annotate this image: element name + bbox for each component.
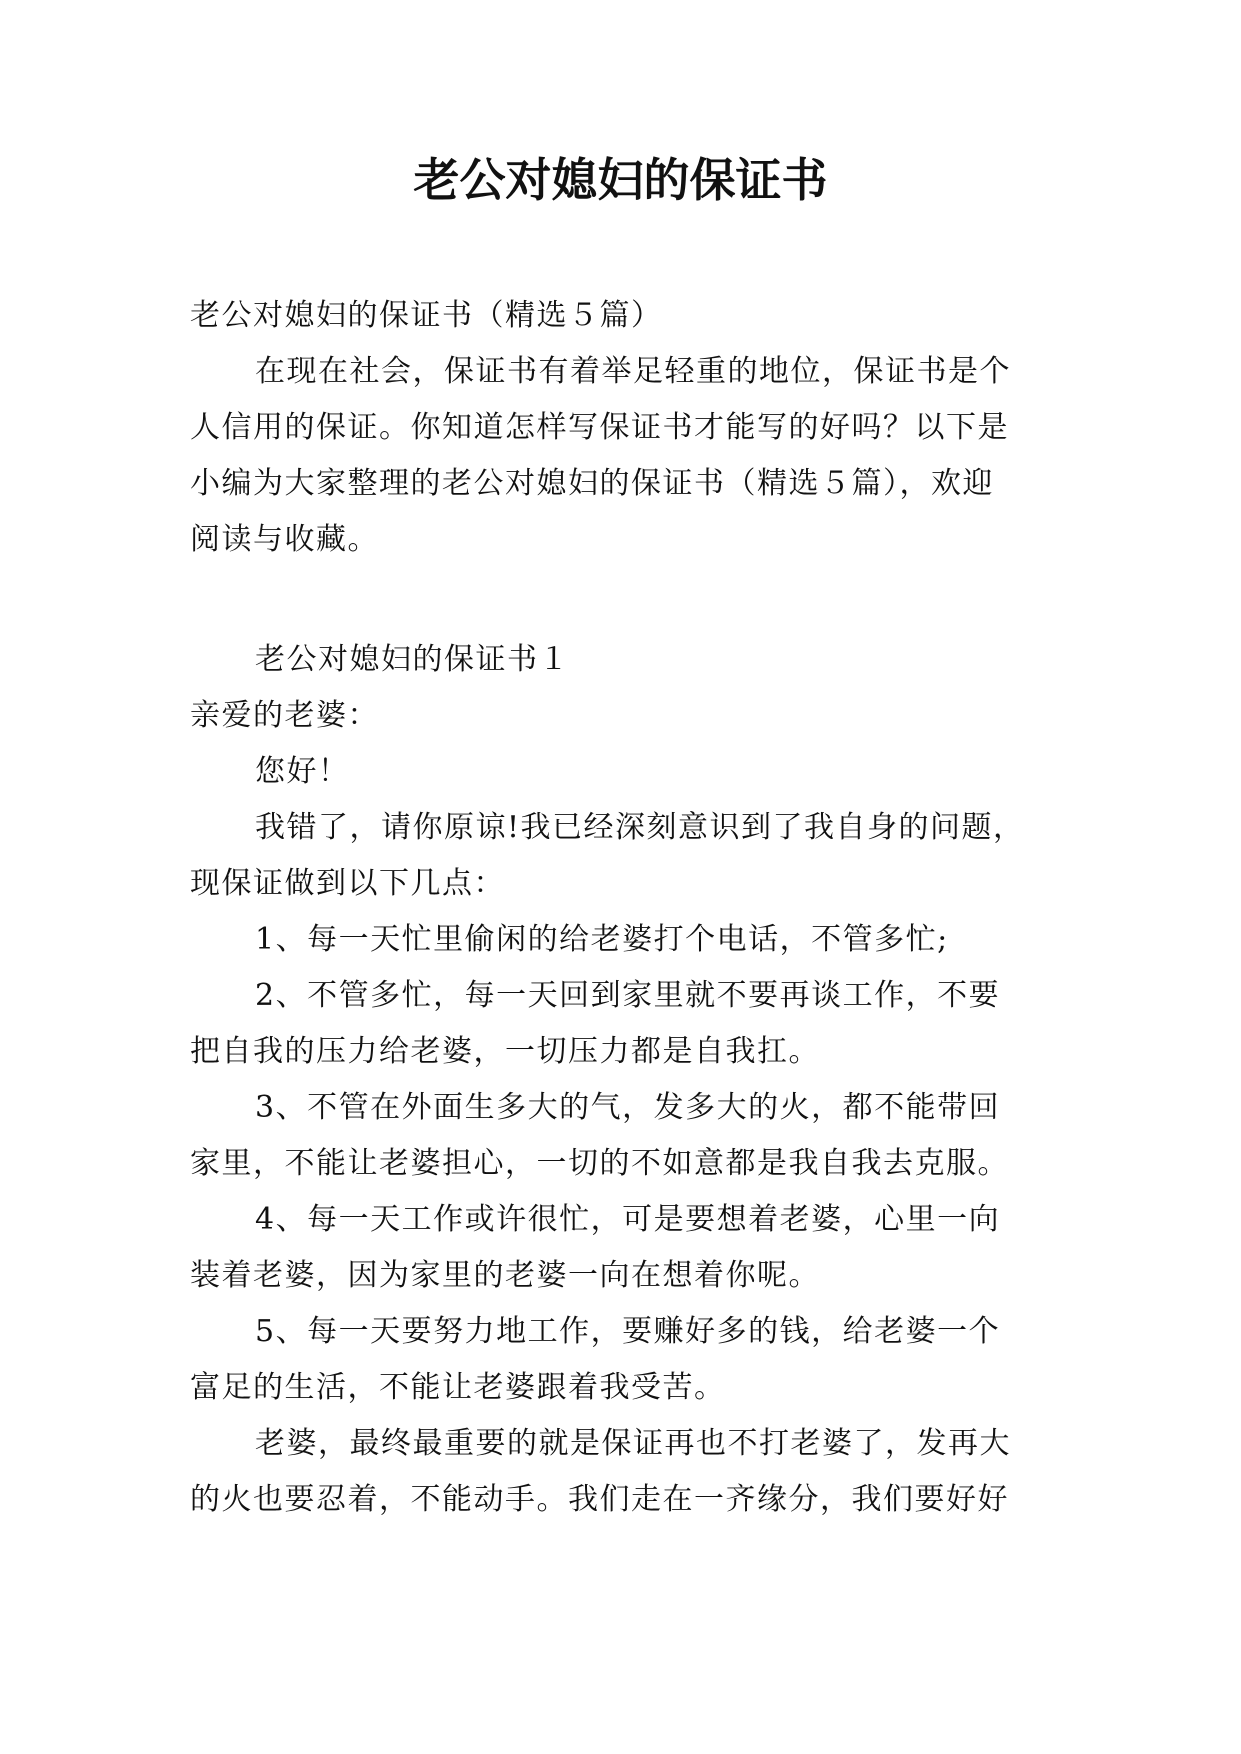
- list-item-2-cont: 把自我的压力给老婆，一切压力都是自我扛。: [190, 1034, 820, 1069]
- body-line: 现保证做到以下几点：: [190, 866, 505, 901]
- list-item-3: 3、不管在外面生多大的气，发多大的火，都不能带回: [255, 1090, 1001, 1125]
- list-item-1: 1、每一天忙里偷闲的给老婆打个电话，不管多忙;: [255, 922, 949, 957]
- intro-line-1: 在现在社会，保证书有着举足轻重的地位，保证书是个: [255, 354, 1011, 389]
- list-item-2: 2、不管多忙，每一天回到家里就不要再谈工作，不要: [255, 978, 1001, 1013]
- list-item-5-cont: 富足的生活，不能让老婆跟着我受苦。: [190, 1370, 726, 1405]
- intro-line-4: 阅读与收藏。: [190, 522, 379, 557]
- greeting-line: 您好！: [255, 754, 350, 789]
- document-title: 老公对媳妇的保证书: [413, 153, 828, 207]
- list-item-5: 5、每一天要努力地工作，要赚好多的钱，给老婆一个: [255, 1314, 1001, 1349]
- body-line: 我错了，请你原谅!我已经深刻意识到了我自身的问题，: [255, 810, 1025, 845]
- closing-line: 老婆，最终最重要的就是保证再也不打老婆了，发再大: [255, 1426, 1011, 1461]
- closing-line-cont: 的火也要忍着，不能动手。我们走在一齐缘分，我们要好好: [190, 1482, 1009, 1517]
- subtitle-line: 老公对媳妇的保证书（精选５篇）: [190, 298, 663, 333]
- list-item-4: 4、每一天工作或许很忙，可是要想着老婆，心里一向: [255, 1202, 1001, 1237]
- intro-line-2: 人信用的保证。你知道怎样写保证书才能写的好吗？以下是: [190, 410, 1009, 445]
- list-item-4-cont: 装着老婆，因为家里的老婆一向在想着你呢。: [190, 1258, 820, 1293]
- list-item-3-cont: 家里，不能让老婆担心，一切的不如意都是我自我去克服。: [190, 1146, 1009, 1181]
- section-heading-1: 老公对媳妇的保证书１: [255, 642, 570, 677]
- salutation-line: 亲爱的老婆：: [190, 698, 379, 733]
- intro-line-3: 小编为大家整理的老公对媳妇的保证书（精选５篇），欢迎: [190, 466, 994, 501]
